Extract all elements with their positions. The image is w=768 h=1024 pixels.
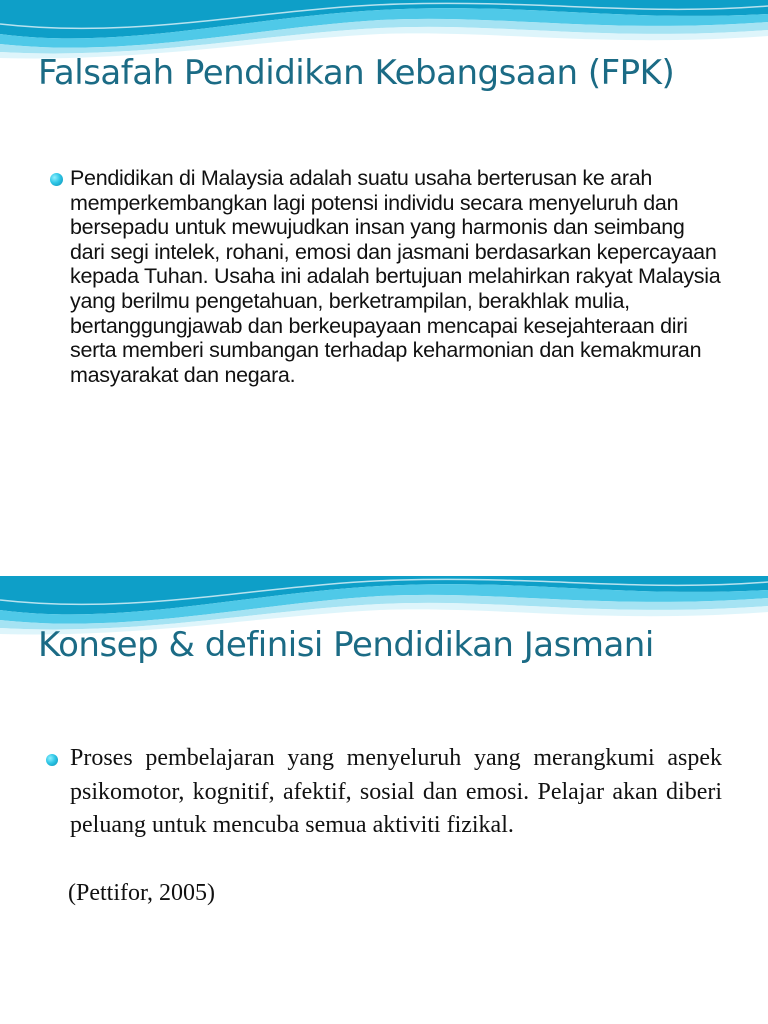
bullet-dot-icon: [50, 173, 63, 186]
citation: (Pettifor, 2005): [68, 880, 216, 906]
bullet-item: [42, 742, 722, 843]
bullet-dot-icon: [46, 754, 58, 766]
bullet-text: Pendidikan di Malaysia adalah suatu usaha berterusan ke arah memperkembangkan lagi potensi individu secara menyeluruh dan bersepadu untuk mewujudkan insan yang harmonis dan seimbang dari segi intelek, rohani, emosi dan jasmani berdasarkan kepercayaan kepada Tuhan. Usaha ini adalah bertujuan melahirkan rakyat Malaysia yang berilmu pengetahuan, berketrampilan, berakhlak mulia, bertanggungjawab dan berkeupayaan mencapai kesejahteraan diri serta memberi sumbangan terhadap keharmonian dan kemakmuran masyarakat dan negara.: [70, 166, 721, 387]
slide-title: Konsep & definisi Pendidikan Jasmani: [38, 625, 654, 665]
bullet-text: Proses pembelajaran yang menyeluruh yang merangkumi aspek psikomotor, kognitif, afektif, sosial dan emosi. Pelajar akan diberi peluang untuk mencuba semua aktiviti fizikal.: [70, 745, 722, 838]
bullet-item: [42, 166, 722, 387]
slide-title: Falsafah Pendidikan Kebangsaan (FPK): [38, 53, 675, 93]
slide-2: [0, 576, 768, 1024]
